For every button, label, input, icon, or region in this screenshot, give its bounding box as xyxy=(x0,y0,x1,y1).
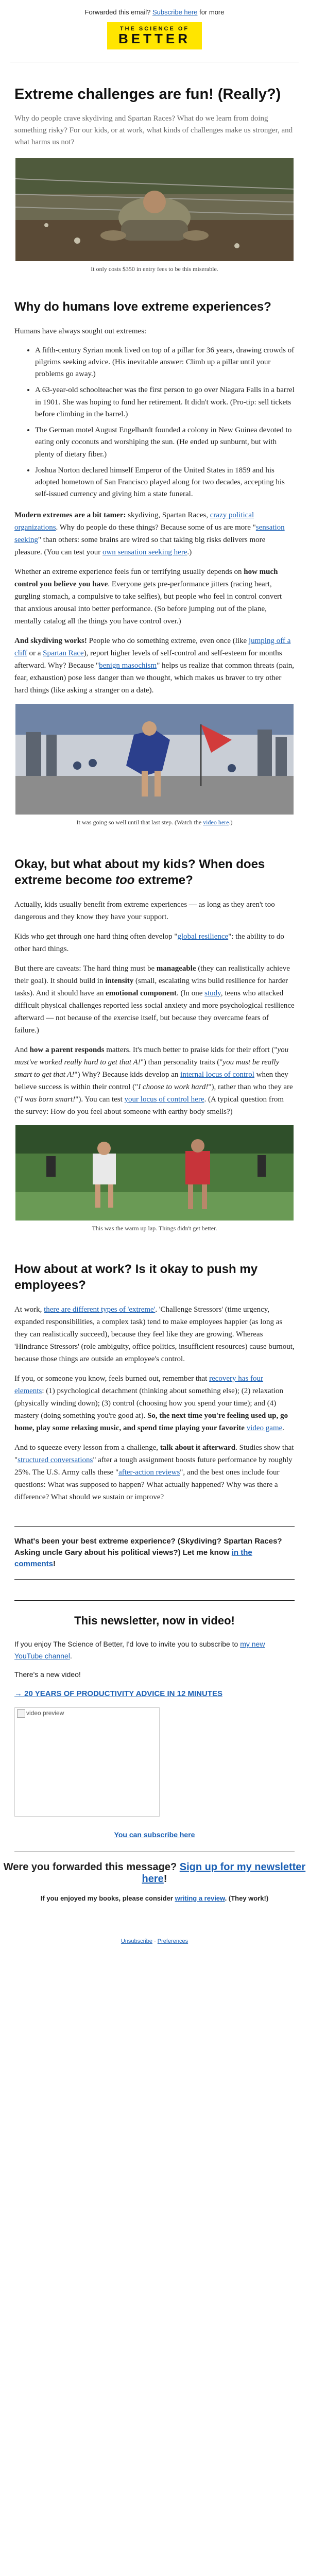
extreme-types-link[interactable]: there are different types of 'extreme' xyxy=(44,1306,156,1314)
text: ": the ability to do other hard things. xyxy=(14,933,284,954)
list-item: • A fifth-century Syrian monk lived on top of a pillar for 36 years, drawing crowds of pilgrims seeking advice. (His inevitable answer: Climb up a pillar until your problems go away.) xyxy=(35,345,295,381)
video-p2: There's a new video! xyxy=(14,1670,81,1679)
text: . (They work!) xyxy=(225,1894,269,1902)
newsletter-divider xyxy=(14,1600,295,1601)
text: ") than personality traits (" xyxy=(140,1058,223,1067)
study-link[interactable]: study xyxy=(204,989,221,998)
section2-p4 xyxy=(14,1044,295,1118)
video-title xyxy=(14,1688,295,1700)
spartan-race-link[interactable]: Spartan Race xyxy=(43,649,84,657)
emphasis: I choose to work hard! xyxy=(138,1083,209,1092)
section1-p4 xyxy=(14,635,295,697)
text: ", and the best ones include four questions: What was supposed to happen? What actually happened? Why was there a difference? What should we sustain or improve? xyxy=(14,1468,280,1502)
review-line xyxy=(0,1894,309,1902)
text: . xyxy=(70,1651,72,1660)
text: But there are caveats: The hard thing must be xyxy=(14,964,157,973)
video-title-text: 20 YEARS OF PRODUCTIVITY ADVICE IN 12 MINUTES xyxy=(24,1689,222,1698)
structured-conversations-link[interactable]: structured conversations xyxy=(18,1456,93,1465)
text: "), rather than who they are (" xyxy=(14,1083,293,1104)
locus-test-link[interactable]: your locus of control here xyxy=(124,1095,204,1104)
section2-heading xyxy=(14,856,295,888)
history-list xyxy=(14,345,295,501)
bold-text: So, the next time you're feeling used up, go home, play some relaxing music, and spend time playing your favorite xyxy=(14,1412,288,1433)
text: " helps us realize that common threats (pain, fear, exhaustion) pose less danger than we thought, which makes us braver to try other hard things (like asking a stranger on a date). xyxy=(14,661,295,694)
list-item: • The German motel August Engelhardt founded a colony in New Guinea devoted to eating only coconuts and worshiping the sun. (He ended up sunburnt, but with plenty of dietary fiber.) xyxy=(35,425,295,461)
text: Kids who get through one hard thing often develop " xyxy=(14,933,178,941)
video-p1 xyxy=(14,1638,295,1662)
sensation-seeking-link[interactable]: sensation seeking xyxy=(14,523,285,544)
section2-p3 xyxy=(14,962,295,1037)
video-heading: This newsletter, now in video! xyxy=(74,1614,235,1627)
forward-notice xyxy=(0,0,309,22)
bold-text: talk about it afterward xyxy=(160,1444,236,1452)
text: matters. It's much better to praise kids for their effort (" xyxy=(104,1046,278,1055)
unsubscribe-link[interactable]: Unsubscribe xyxy=(121,1938,153,1944)
footer xyxy=(0,1918,309,1965)
section3-p1 xyxy=(14,1303,295,1365)
text: , teens who attacked difficult physical challenges reported less social anxiety and more psychological resilience afterward — not because of the exercise itself, but because they overcame fears of failure.) xyxy=(14,989,295,1035)
locus-control-link[interactable]: internal locus of control xyxy=(180,1071,254,1079)
section1-p2 xyxy=(14,509,295,558)
logo-bottom-text: BETTER xyxy=(118,31,191,46)
text: .) xyxy=(187,548,192,556)
text: Whether an extreme experience feels fun or terrifying usually depends on xyxy=(14,567,244,576)
text: : (1) psychological detachment (thinking about something else); (2) relaxation (physically winding down); (3) control (choosing how you spend your time); and (4) mastery (doing something you're good at). xyxy=(14,1387,283,1420)
bold-text: Modern extremes are a bit tamer: xyxy=(14,511,126,519)
text: or a xyxy=(27,649,43,657)
comments-link[interactable]: in the comments xyxy=(14,1548,252,1568)
text: (they can realistically achieve their goal). It should build in xyxy=(14,964,290,986)
emphasis: you must be really smart to get that A! xyxy=(14,1058,280,1079)
preferences-link[interactable]: Preferences xyxy=(157,1938,188,1944)
text: (small, escalating wins build resilience for harder tasks). And it should have an xyxy=(14,977,288,998)
section3-p2 xyxy=(14,1372,295,1434)
text: .) xyxy=(229,818,233,826)
section1-heading: Why do humans love extreme experiences? xyxy=(14,299,271,314)
video-game-link[interactable]: video game xyxy=(246,1424,283,1433)
text: It was going so well until that last step. (Watch the xyxy=(76,818,203,826)
photo1-caption: It only costs $350 in entry fees to be this miserable. xyxy=(91,265,218,273)
text: . (A typical question from the survey: How do you feel about someone with earthy body smells?) xyxy=(14,1095,284,1116)
section3-heading: How about at work? Is it okay to push my employees? xyxy=(14,1262,258,1293)
text: If you enjoyed my books, please consider xyxy=(40,1894,175,1902)
text: People who do something extreme, even once (like xyxy=(87,636,249,645)
text: . (In one xyxy=(177,989,205,998)
video-title-link[interactable] xyxy=(14,1689,222,1698)
text: ), report higher levels of self-control and self-esteem for months afterward. Why? Because " xyxy=(14,649,282,670)
text: If you enjoy The Science of Better, I'd love to invite you to subscribe to xyxy=(14,1640,241,1649)
recovery-link[interactable]: recovery has four elements xyxy=(14,1375,264,1396)
list-item: • A 63-year-old schoolteacher was the first person to go over Niagara Falls in a barrel in 1901. She was hoping to fund her retirement. It didn't work. (Pro-tip: sell tickets before climbing in the barrel.) xyxy=(35,384,295,420)
photo3-caption: This was the warm up lap. Things didn't get better. xyxy=(92,1225,217,1232)
comments-cta xyxy=(14,1526,295,1579)
section3-p3 xyxy=(14,1442,295,1503)
text: . Everyone gets pre-performance jitters (racing heart, gurgling stomach, a compulsive to take selfies), but people who feel in control convert that anxious arousal into better performance. (So before jumping out of the plane, mentally catalog all the things you have control over.) xyxy=(14,580,282,625)
political-orgs-link[interactable]: crazy political organizations xyxy=(14,511,254,532)
forward-banner xyxy=(0,1852,309,1894)
forward-suffix: for more xyxy=(197,8,225,16)
text: . Why do people do these things? Because some of us are more " xyxy=(56,523,256,532)
text: skydiving, Spartan Races, xyxy=(126,511,210,519)
text: Okay, but what about my kids? When does extreme become xyxy=(14,857,265,887)
section1-p3 xyxy=(14,566,295,628)
subscribe-line xyxy=(14,1829,295,1840)
text: And xyxy=(14,1046,30,1055)
text: . 'Challenge Stressors' (time urgency, expanded responsibilities, a complex task) tend to make employees happier (as long as they can realistically succeed), because they feel like they are growing. Whereas 'Hindrance Stressors' (role ambiguity, office politics, insufficient resources) cause burnout, because those things are outside an employee's control. xyxy=(14,1306,295,1364)
section2-p1: Actually, kids usually benefit from extreme experiences — as long as they aren't too dangerous and they know they have your support. xyxy=(14,901,275,922)
sensation-test-link[interactable]: own sensation seeking here xyxy=(102,548,187,556)
youtube-subscribe-link[interactable]: You can subscribe here xyxy=(114,1830,195,1839)
emphasis: you must've worked really hard to get that A! xyxy=(14,1046,289,1067)
text: "). You can test xyxy=(75,1095,125,1104)
text: At work, xyxy=(14,1306,44,1314)
broken-image-icon xyxy=(17,1709,25,1718)
text: ! xyxy=(53,1559,56,1568)
emphasis: I was born smart! xyxy=(20,1095,76,1104)
bold-text: manageable xyxy=(156,964,196,973)
section1-p1: Humans have always sought out extremes: xyxy=(14,327,147,335)
emphasis: too xyxy=(115,873,135,887)
arrow-icon: → xyxy=(14,1689,22,1698)
text: ! xyxy=(163,1873,167,1885)
signup-link[interactable]: Sign up for my newsletter here xyxy=(142,1861,306,1885)
newsletter-logo[interactable] xyxy=(107,22,202,49)
video-promo xyxy=(0,1614,309,1840)
article-title: Extreme challenges are fun! (Really?) xyxy=(14,86,281,103)
video-preview[interactable] xyxy=(14,1707,160,1817)
forward-text: Forwarded this email? xyxy=(84,8,151,16)
benign-masochism-link[interactable]: benign masochism xyxy=(99,661,157,670)
text: What's been your best extreme experience? (Skydiving? Spartan Races? Asking uncle Gary about his political views?) Let me know xyxy=(14,1537,282,1557)
text: Were you forwarded this message? xyxy=(3,1861,180,1873)
photo2-caption xyxy=(14,819,295,826)
text: when they believe success is within their control (" xyxy=(14,1071,288,1092)
bold-text: intensity xyxy=(105,977,134,986)
text: " after a tough assignment boosts future performance by roughly 25%. The U.S. Army calls these " xyxy=(14,1456,293,1477)
youtube-link[interactable]: my new YouTube channel xyxy=(14,1640,265,1660)
text: If you, or someone you know, feels burned out, remember that xyxy=(14,1375,210,1383)
after-action-link[interactable]: after-action reviews xyxy=(118,1468,180,1477)
video-link[interactable]: video here xyxy=(203,818,229,826)
list-item: • Joshua Norton declared himself Emperor of the United States in 1859 and his adopted hometown of San Francisco played along for two decades, accepting his self-issued currency and giving him a state funeral. xyxy=(35,465,295,501)
cliff-link[interactable]: jumping off a cliff xyxy=(14,636,291,657)
runners-photo xyxy=(15,1125,294,1221)
section2-p2 xyxy=(14,930,295,955)
bold-text: how much control you believe you have xyxy=(14,567,278,588)
text: extreme? xyxy=(134,873,193,887)
text: " than others: some brains are wired so that taking big risks delivers more pleasure. (You can test your xyxy=(14,535,266,556)
video-preview-alt: video preview xyxy=(26,1709,64,1717)
text: And to squeeze every lesson from a challenge, xyxy=(14,1444,160,1452)
race-finish-photo xyxy=(15,704,294,815)
bold-text: And skydiving works! xyxy=(14,636,87,645)
separator: · xyxy=(152,1938,158,1944)
review-link[interactable]: writing a review xyxy=(175,1894,225,1902)
text: ") Why? Because kids develop an xyxy=(74,1071,181,1079)
text: . Studies show that " xyxy=(14,1444,294,1465)
bold-text: emotional component xyxy=(106,989,177,998)
text: . xyxy=(282,1424,285,1433)
logo-top-text: THE SCIENCE OF xyxy=(119,26,190,32)
bold-text: how a parent responds xyxy=(29,1046,105,1055)
subscribe-link[interactable]: Subscribe here xyxy=(152,8,198,16)
article-intro: Why do people crave skydiving and Spartan Races? What do we learn from doing something risky? For our kids, or at work, what kinds of challenges make us stronger, and what harms us not? xyxy=(14,114,293,147)
global-resilience-link[interactable]: global resilience xyxy=(177,933,229,941)
mud-crawl-photo xyxy=(15,158,294,261)
